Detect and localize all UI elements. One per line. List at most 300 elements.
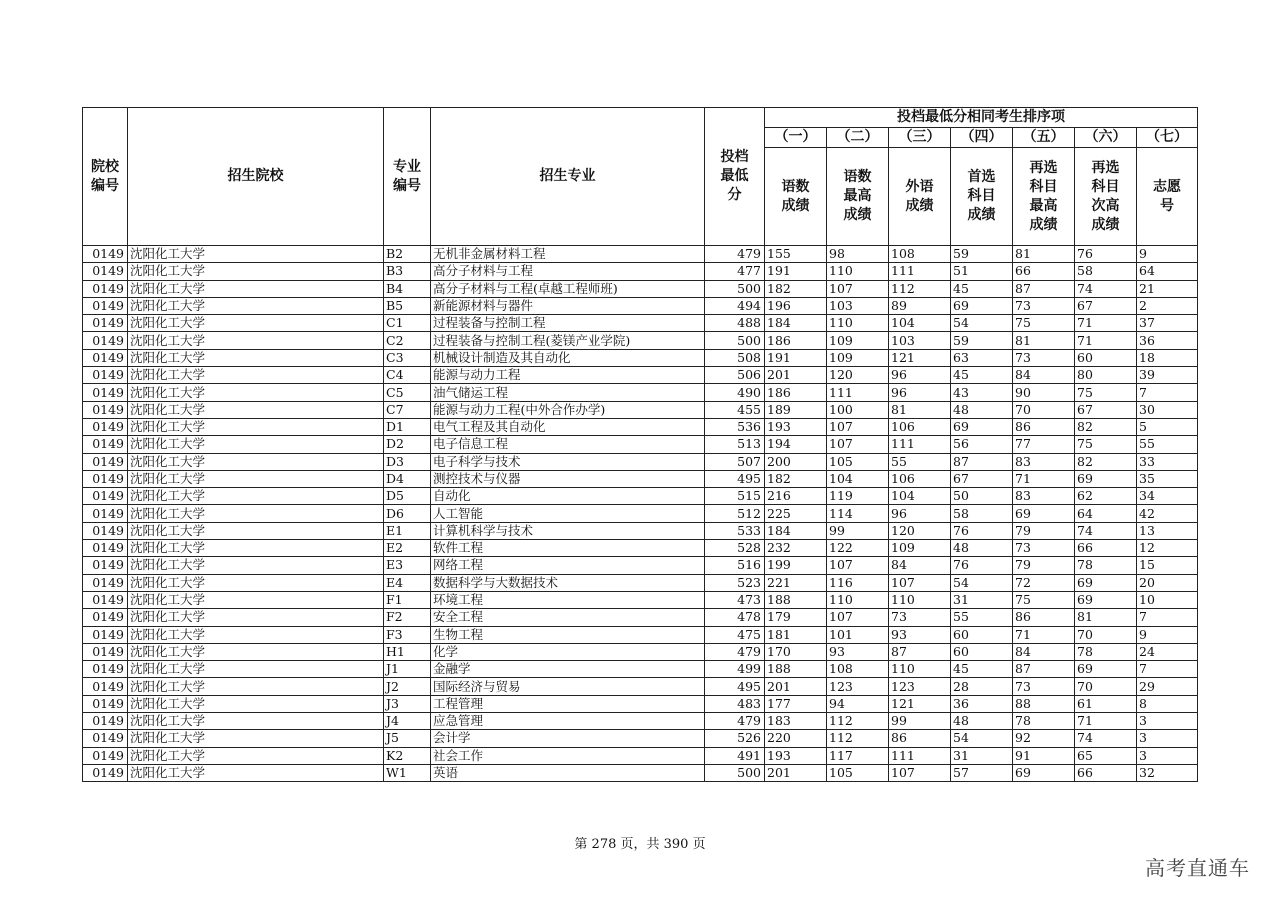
cell-rank-7: 7: [1137, 384, 1198, 401]
cell-rank-2: 120: [827, 367, 889, 384]
cell-school-code: 0149: [83, 401, 128, 418]
cell-rank-3: 121: [889, 695, 951, 712]
cell-rank-1: 189: [765, 401, 827, 418]
cell-school-code: 0149: [83, 643, 128, 660]
cell-rank-3: 93: [889, 626, 951, 643]
cell-rank-1: 182: [765, 280, 827, 297]
cell-major-name: 电子信息工程: [431, 436, 705, 453]
cell-rank-7: 12: [1137, 540, 1198, 557]
cell-rank-5: 78: [1013, 713, 1075, 730]
table-row: [83, 764, 1198, 781]
header-rank-number: （五）: [1013, 128, 1075, 148]
cell-rank-7: 3: [1137, 747, 1198, 764]
cell-rank-5: 91: [1013, 747, 1075, 764]
cell-school-name: 沈阳化工大学: [128, 488, 384, 505]
cell-rank-6: 69: [1075, 661, 1137, 678]
cell-rank-1: 201: [765, 367, 827, 384]
cell-rank-1: 188: [765, 591, 827, 608]
cell-school-name: 沈阳化工大学: [128, 730, 384, 747]
cell-rank-1: 179: [765, 609, 827, 626]
cell-rank-2: 98: [827, 246, 889, 263]
cell-major-name: 高分子材料与工程(卓越工程师班): [431, 280, 705, 297]
cell-major-code: W1: [384, 764, 431, 781]
cell-rank-7: 5: [1137, 418, 1198, 435]
cell-rank-1: 184: [765, 522, 827, 539]
header-rank-label: 首选 科目 成绩: [951, 148, 1013, 246]
cell-rank-5: 73: [1013, 678, 1075, 695]
cell-rank-2: 107: [827, 418, 889, 435]
cell-rank-6: 69: [1075, 574, 1137, 591]
cell-rank-6: 58: [1075, 263, 1137, 280]
table-row: [83, 384, 1198, 401]
cell-major-name: 英语: [431, 764, 705, 781]
cell-rank-5: 72: [1013, 574, 1075, 591]
cell-rank-2: 104: [827, 470, 889, 487]
cell-rank-6: 64: [1075, 505, 1137, 522]
cell-rank-4: 57: [951, 764, 1013, 781]
cell-school-name: 沈阳化工大学: [128, 384, 384, 401]
cell-rank-2: 94: [827, 695, 889, 712]
cell-rank-7: 20: [1137, 574, 1198, 591]
cell-min-score: 479: [705, 643, 765, 660]
cell-rank-4: 45: [951, 661, 1013, 678]
header-rank-number: （三）: [889, 128, 951, 148]
cell-school-name: 沈阳化工大学: [128, 315, 384, 332]
cell-rank-7: 2: [1137, 297, 1198, 314]
table-row: [83, 453, 1198, 470]
cell-major-name: 化学: [431, 643, 705, 660]
cell-rank-6: 78: [1075, 557, 1137, 574]
cell-rank-5: 66: [1013, 263, 1075, 280]
cell-rank-4: 76: [951, 522, 1013, 539]
cell-school-code: 0149: [83, 730, 128, 747]
cell-rank-4: 60: [951, 626, 1013, 643]
table-row: [83, 367, 1198, 384]
cell-school-name: 沈阳化工大学: [128, 540, 384, 557]
cell-school-name: 沈阳化工大学: [128, 505, 384, 522]
cell-rank-1: 194: [765, 436, 827, 453]
table-row: [83, 280, 1198, 297]
cell-major-name: 高分子材料与工程: [431, 263, 705, 280]
cell-rank-7: 24: [1137, 643, 1198, 660]
cell-school-code: 0149: [83, 678, 128, 695]
cell-rank-4: 28: [951, 678, 1013, 695]
cell-rank-4: 45: [951, 367, 1013, 384]
cell-rank-6: 82: [1075, 453, 1137, 470]
cell-major-code: B4: [384, 280, 431, 297]
cell-min-score: 536: [705, 418, 765, 435]
cell-rank-3: 96: [889, 367, 951, 384]
cell-rank-7: 7: [1137, 661, 1198, 678]
cell-rank-1: 186: [765, 384, 827, 401]
table-row: [83, 540, 1198, 557]
header-rank-label: 再选 科目 最高 成绩: [1013, 148, 1075, 246]
cell-rank-5: 86: [1013, 418, 1075, 435]
table-row: [83, 643, 1198, 660]
cell-min-score: 523: [705, 574, 765, 591]
cell-rank-6: 74: [1075, 522, 1137, 539]
cell-school-code: 0149: [83, 747, 128, 764]
cell-min-score: 500: [705, 280, 765, 297]
cell-rank-5: 87: [1013, 280, 1075, 297]
cell-rank-4: 87: [951, 453, 1013, 470]
cell-rank-2: 109: [827, 332, 889, 349]
cell-rank-3: 120: [889, 522, 951, 539]
cell-rank-5: 69: [1013, 764, 1075, 781]
cell-rank-7: 37: [1137, 315, 1198, 332]
cell-rank-4: 48: [951, 401, 1013, 418]
cell-school-code: 0149: [83, 764, 128, 781]
cell-school-code: 0149: [83, 661, 128, 678]
cell-major-code: F1: [384, 591, 431, 608]
cell-rank-6: 70: [1075, 626, 1137, 643]
cell-min-score: 500: [705, 764, 765, 781]
cell-rank-1: 201: [765, 764, 827, 781]
cell-rank-1: 221: [765, 574, 827, 591]
cell-rank-2: 116: [827, 574, 889, 591]
cell-major-code: H1: [384, 643, 431, 660]
cell-rank-3: 103: [889, 332, 951, 349]
cell-rank-6: 71: [1075, 315, 1137, 332]
cell-rank-4: 45: [951, 280, 1013, 297]
cell-rank-1: 200: [765, 453, 827, 470]
cell-rank-7: 13: [1137, 522, 1198, 539]
cell-major-name: 网络工程: [431, 557, 705, 574]
header-rank-number: （二）: [827, 128, 889, 148]
cell-rank-7: 42: [1137, 505, 1198, 522]
cell-min-score: 499: [705, 661, 765, 678]
cell-rank-6: 65: [1075, 747, 1137, 764]
cell-school-code: 0149: [83, 418, 128, 435]
table-row: [83, 609, 1198, 626]
cell-major-code: F2: [384, 609, 431, 626]
cell-major-code: C4: [384, 367, 431, 384]
cell-rank-3: 81: [889, 401, 951, 418]
cell-rank-7: 39: [1137, 367, 1198, 384]
cell-rank-5: 77: [1013, 436, 1075, 453]
cell-major-name: 计算机科学与技术: [431, 522, 705, 539]
cell-min-score: 483: [705, 695, 765, 712]
cell-school-name: 沈阳化工大学: [128, 626, 384, 643]
cell-rank-3: 106: [889, 418, 951, 435]
cell-rank-5: 83: [1013, 453, 1075, 470]
cell-rank-2: 117: [827, 747, 889, 764]
cell-school-code: 0149: [83, 574, 128, 591]
cell-rank-4: 63: [951, 349, 1013, 366]
cell-rank-5: 88: [1013, 695, 1075, 712]
table-row: [83, 488, 1198, 505]
cell-rank-1: 193: [765, 747, 827, 764]
cell-school-code: 0149: [83, 557, 128, 574]
cell-school-code: 0149: [83, 609, 128, 626]
cell-rank-3: 110: [889, 661, 951, 678]
cell-school-code: 0149: [83, 297, 128, 314]
table-row: [83, 246, 1198, 263]
cell-rank-3: 107: [889, 574, 951, 591]
cell-school-code: 0149: [83, 349, 128, 366]
cell-rank-3: 87: [889, 643, 951, 660]
cell-rank-6: 71: [1075, 713, 1137, 730]
cell-rank-7: 3: [1137, 713, 1198, 730]
cell-rank-7: 64: [1137, 263, 1198, 280]
cell-major-name: 无机非金属材料工程: [431, 246, 705, 263]
cell-school-name: 沈阳化工大学: [128, 263, 384, 280]
cell-major-name: 电气工程及其自动化: [431, 418, 705, 435]
cell-rank-2: 110: [827, 591, 889, 608]
cell-rank-5: 73: [1013, 540, 1075, 557]
cell-major-name: 过程装备与控制工程(菱镁产业学院): [431, 332, 705, 349]
cell-rank-4: 48: [951, 713, 1013, 730]
cell-rank-3: 89: [889, 297, 951, 314]
cell-school-name: 沈阳化工大学: [128, 453, 384, 470]
table-row: [83, 713, 1198, 730]
cell-school-code: 0149: [83, 626, 128, 643]
cell-major-code: K2: [384, 747, 431, 764]
cell-rank-1: 196: [765, 297, 827, 314]
cell-school-code: 0149: [83, 453, 128, 470]
cell-min-score: 478: [705, 609, 765, 626]
cell-rank-2: 123: [827, 678, 889, 695]
cell-rank-4: 54: [951, 730, 1013, 747]
cell-major-name: 自动化: [431, 488, 705, 505]
cell-rank-3: 96: [889, 505, 951, 522]
cell-rank-6: 74: [1075, 280, 1137, 297]
cell-rank-7: 35: [1137, 470, 1198, 487]
cell-rank-7: 36: [1137, 332, 1198, 349]
cell-rank-1: 170: [765, 643, 827, 660]
table-row: [83, 747, 1198, 764]
cell-rank-7: 21: [1137, 280, 1198, 297]
cell-major-code: D3: [384, 453, 431, 470]
header-major-name: 招生专业: [431, 108, 705, 246]
cell-min-score: 479: [705, 246, 765, 263]
cell-rank-2: 101: [827, 626, 889, 643]
cell-rank-6: 66: [1075, 764, 1137, 781]
cell-min-score: 533: [705, 522, 765, 539]
cell-rank-1: 177: [765, 695, 827, 712]
cell-rank-4: 60: [951, 643, 1013, 660]
cell-rank-1: 232: [765, 540, 827, 557]
cell-school-code: 0149: [83, 713, 128, 730]
table-row: [83, 297, 1198, 314]
cell-rank-7: 30: [1137, 401, 1198, 418]
cell-rank-6: 61: [1075, 695, 1137, 712]
header-rank-label: 外语 成绩: [889, 148, 951, 246]
cell-rank-2: 111: [827, 384, 889, 401]
cell-min-score: 512: [705, 505, 765, 522]
cell-rank-1: 216: [765, 488, 827, 505]
cell-school-name: 沈阳化工大学: [128, 332, 384, 349]
cell-rank-4: 43: [951, 384, 1013, 401]
cell-rank-6: 71: [1075, 332, 1137, 349]
cell-major-code: E4: [384, 574, 431, 591]
cell-rank-6: 81: [1075, 609, 1137, 626]
cell-rank-2: 110: [827, 263, 889, 280]
cell-rank-4: 76: [951, 557, 1013, 574]
table-row: [83, 436, 1198, 453]
cell-rank-5: 73: [1013, 297, 1075, 314]
cell-school-code: 0149: [83, 332, 128, 349]
cell-rank-1: 183: [765, 713, 827, 730]
cell-rank-6: 74: [1075, 730, 1137, 747]
cell-school-code: 0149: [83, 384, 128, 401]
table-row: [83, 315, 1198, 332]
cell-min-score: 488: [705, 315, 765, 332]
cell-rank-5: 69: [1013, 505, 1075, 522]
cell-rank-7: 10: [1137, 591, 1198, 608]
cell-rank-2: 107: [827, 280, 889, 297]
table-row: [83, 730, 1198, 747]
cell-rank-1: 193: [765, 418, 827, 435]
cell-school-name: 沈阳化工大学: [128, 609, 384, 626]
table-row: [83, 401, 1198, 418]
cell-school-name: 沈阳化工大学: [128, 436, 384, 453]
cell-rank-3: 55: [889, 453, 951, 470]
page-footer: 第 278 页，共 390 页: [574, 837, 706, 852]
header-ranking-group: 投档最低分相同考生排序项: [765, 108, 1198, 128]
cell-major-name: 过程装备与控制工程: [431, 315, 705, 332]
cell-rank-1: 220: [765, 730, 827, 747]
cell-rank-2: 100: [827, 401, 889, 418]
cell-rank-2: 105: [827, 764, 889, 781]
cell-major-code: D6: [384, 505, 431, 522]
header-school-code: 院校 编号: [83, 108, 128, 246]
cell-major-name: 金融学: [431, 661, 705, 678]
cell-rank-1: 182: [765, 470, 827, 487]
cell-major-name: 软件工程: [431, 540, 705, 557]
cell-major-name: 油气储运工程: [431, 384, 705, 401]
cell-rank-1: 191: [765, 263, 827, 280]
cell-rank-3: 108: [889, 246, 951, 263]
cell-rank-7: 7: [1137, 609, 1198, 626]
cell-rank-6: 62: [1075, 488, 1137, 505]
cell-school-name: 沈阳化工大学: [128, 522, 384, 539]
cell-rank-5: 70: [1013, 401, 1075, 418]
cell-rank-6: 70: [1075, 678, 1137, 695]
cell-min-score: 515: [705, 488, 765, 505]
cell-school-name: 沈阳化工大学: [128, 349, 384, 366]
cell-min-score: 491: [705, 747, 765, 764]
cell-major-name: 人工智能: [431, 505, 705, 522]
cell-school-name: 沈阳化工大学: [128, 401, 384, 418]
cell-school-name: 沈阳化工大学: [128, 574, 384, 591]
header-rank-number: （四）: [951, 128, 1013, 148]
cell-major-code: F3: [384, 626, 431, 643]
cell-min-score: 516: [705, 557, 765, 574]
table-row: [83, 661, 1198, 678]
cell-min-score: 477: [705, 263, 765, 280]
table-row: [83, 557, 1198, 574]
cell-rank-2: 99: [827, 522, 889, 539]
header-rank-label: 再选 科目 次高 成绩: [1075, 148, 1137, 246]
cell-rank-2: 108: [827, 661, 889, 678]
cell-major-code: J1: [384, 661, 431, 678]
cell-school-name: 沈阳化工大学: [128, 661, 384, 678]
cell-min-score: 506: [705, 367, 765, 384]
cell-rank-7: 29: [1137, 678, 1198, 695]
cell-min-score: 475: [705, 626, 765, 643]
cell-rank-3: 96: [889, 384, 951, 401]
table-row: [83, 332, 1198, 349]
cell-rank-5: 84: [1013, 367, 1075, 384]
cell-major-name: 能源与动力工程: [431, 367, 705, 384]
cell-major-name: 应急管理: [431, 713, 705, 730]
cell-rank-7: 32: [1137, 764, 1198, 781]
table-row: [83, 626, 1198, 643]
cell-rank-2: 107: [827, 557, 889, 574]
cell-rank-4: 54: [951, 574, 1013, 591]
cell-rank-5: 90: [1013, 384, 1075, 401]
cell-rank-4: 48: [951, 540, 1013, 557]
cell-rank-3: 112: [889, 280, 951, 297]
cell-rank-2: 93: [827, 643, 889, 660]
cell-major-code: B3: [384, 263, 431, 280]
cell-rank-4: 31: [951, 591, 1013, 608]
cell-rank-5: 75: [1013, 315, 1075, 332]
cell-rank-6: 75: [1075, 436, 1137, 453]
cell-major-code: E2: [384, 540, 431, 557]
cell-rank-7: 18: [1137, 349, 1198, 366]
cell-rank-3: 111: [889, 747, 951, 764]
cell-major-code: B2: [384, 246, 431, 263]
cell-rank-3: 73: [889, 609, 951, 626]
cell-rank-5: 92: [1013, 730, 1075, 747]
cell-school-code: 0149: [83, 505, 128, 522]
cell-rank-1: 181: [765, 626, 827, 643]
cell-rank-6: 67: [1075, 401, 1137, 418]
cell-rank-5: 79: [1013, 522, 1075, 539]
cell-major-name: 安全工程: [431, 609, 705, 626]
cell-rank-3: 121: [889, 349, 951, 366]
cell-min-score: 513: [705, 436, 765, 453]
cell-school-name: 沈阳化工大学: [128, 297, 384, 314]
cell-school-code: 0149: [83, 367, 128, 384]
cell-rank-4: 69: [951, 297, 1013, 314]
cell-rank-7: 9: [1137, 626, 1198, 643]
cell-min-score: 490: [705, 384, 765, 401]
cell-rank-7: 55: [1137, 436, 1198, 453]
cell-rank-7: 3: [1137, 730, 1198, 747]
watermark: 高考直通车: [1145, 856, 1250, 880]
cell-rank-4: 58: [951, 505, 1013, 522]
cell-rank-7: 15: [1137, 557, 1198, 574]
cell-rank-3: 84: [889, 557, 951, 574]
cell-rank-2: 112: [827, 730, 889, 747]
cell-school-name: 沈阳化工大学: [128, 678, 384, 695]
cell-min-score: 500: [705, 332, 765, 349]
cell-min-score: 495: [705, 470, 765, 487]
cell-rank-4: 36: [951, 695, 1013, 712]
cell-rank-5: 71: [1013, 626, 1075, 643]
cell-rank-3: 111: [889, 436, 951, 453]
cell-rank-3: 104: [889, 488, 951, 505]
cell-min-score: 508: [705, 349, 765, 366]
cell-rank-5: 83: [1013, 488, 1075, 505]
cell-school-name: 沈阳化工大学: [128, 713, 384, 730]
cell-school-code: 0149: [83, 522, 128, 539]
table-row: [83, 574, 1198, 591]
cell-rank-4: 51: [951, 263, 1013, 280]
cell-rank-2: 122: [827, 540, 889, 557]
cell-school-name: 沈阳化工大学: [128, 764, 384, 781]
cell-rank-1: 201: [765, 678, 827, 695]
cell-major-name: 能源与动力工程(中外合作办学): [431, 401, 705, 418]
cell-rank-2: 107: [827, 436, 889, 453]
cell-rank-5: 71: [1013, 470, 1075, 487]
cell-rank-5: 75: [1013, 591, 1075, 608]
cell-min-score: 495: [705, 678, 765, 695]
cell-rank-7: 8: [1137, 695, 1198, 712]
